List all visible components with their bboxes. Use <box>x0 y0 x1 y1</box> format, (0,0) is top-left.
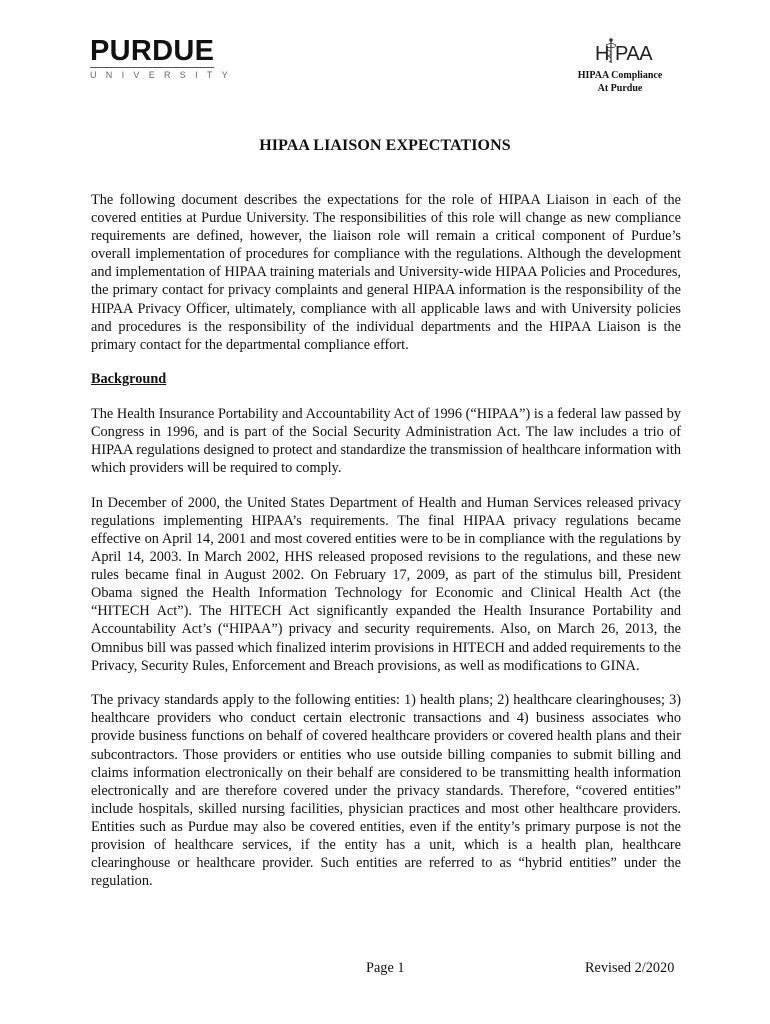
hipaa-caption <box>545 69 695 95</box>
revision-date: Revised 2/2020 <box>585 960 675 976</box>
intro-paragraph: The following document describes the expectations for the role of HIPAA Liaison in each of the covered entities at Purdue University. The responsibilities of this role will change as new compliance requirements are defined, however, the liaison role will remain a critical component of Purdue’s overall implementation of procedures for compliance with the regulations. Although the development and implementation of HIPAA training materials and University-wide HIPAA Policies and Procedures, the primary contact for privacy complaints and general HIPAA information is the responsibility of the HIPAA Privacy Officer, ultimately, compliance with all applicable laws and with University policies and procedures is the responsibility of the individual departments and the HIPAA Liaison is the primary contact for the departmental compliance effort. <box>91 192 681 353</box>
document-body <box>91 191 681 907</box>
background-paragraph-1: The Health Insurance Portability and Accountability Act of 1996 (“HIPAA”) is a federal law passed by Congress in 1996, and is part of the Social Security Administration Act. The law includes a trio of HIPAA regulations designed to protect and standardize the transmission of healthcare information with which providers will be required to comply. <box>91 405 681 477</box>
purdue-subtitle: UNIVERSITY <box>90 70 238 80</box>
hipaa-caption-line2: At Purdue <box>597 83 643 94</box>
background-paragraph-2: In December of 2000, the United States Department of Health and Human Services released privacy regulations implementing HIPAA’s requirements. The final HIPAA privacy regulations became effective on April 14, 2001 and most covered entities were to be in compliance with the regulations by April 14, 2003. In March 2002, HHS released proposed revisions to the regulations, and these new rules became final in August 2002. On February 17, 2009, as part of the stimulus bill, President Obama signed the Health Information Technology for Economic and Clinical Health Act (the “HITECH Act”). The HITECH Act significantly expanded the Health Insurance Portability and Accountability Act’s (“HIPAA”) privacy and security requirements. Also, on March 26, 2013, the Omnibus bill was passed which finalized interim provisions in HITECH and added requirements to the Privacy, Security Rules, Enforcement and Breach provisions, as well as modifications to GINA. <box>91 494 681 674</box>
background-paragraph-3: The privacy standards apply to the following entities: 1) health plans; 2) healthcare clearinghouses; 3) healthcare providers who conduct certain electronic transactions and 4) business associates who provide business functions on behalf of covered healthcare providers or covered health plans and their subcontractors. Those providers or entities who use outside billing companies to submit billing and claims information electronically on their behalf are considered to be transmitting health information electronically and are therefore covered under the privacy standards. Therefore, “covered entities” include hospitals, skilled nursing facilities, physician practices and most other healthcare providers. Entities such as Purdue may also be covered entities, even if the entity’s primary purpose is not the provision of healthcare services, if the entity has a unit, which is a health plan, healthcare clearinghouse or healthcare provider. Such entities are referred to as “hybrid entities” under the regulation. <box>91 692 681 890</box>
purdue-wordmark: PURDUE <box>90 35 215 67</box>
logo-divider <box>90 67 214 68</box>
hipaa-compliance-logo <box>545 36 695 95</box>
caduceus-icon <box>595 36 653 66</box>
svg-text:PAA: PAA <box>615 43 653 65</box>
background-heading: Background <box>91 371 167 388</box>
purdue-university-logo <box>90 35 238 80</box>
hipaa-mark <box>545 36 695 66</box>
svg-text:H: H <box>595 43 609 65</box>
hipaa-caption-line1: HIPAA Compliance <box>577 70 663 81</box>
page-number: Page 1 <box>366 960 405 976</box>
document-title: HIPAA LIAISON EXPECTATIONS <box>259 137 511 154</box>
